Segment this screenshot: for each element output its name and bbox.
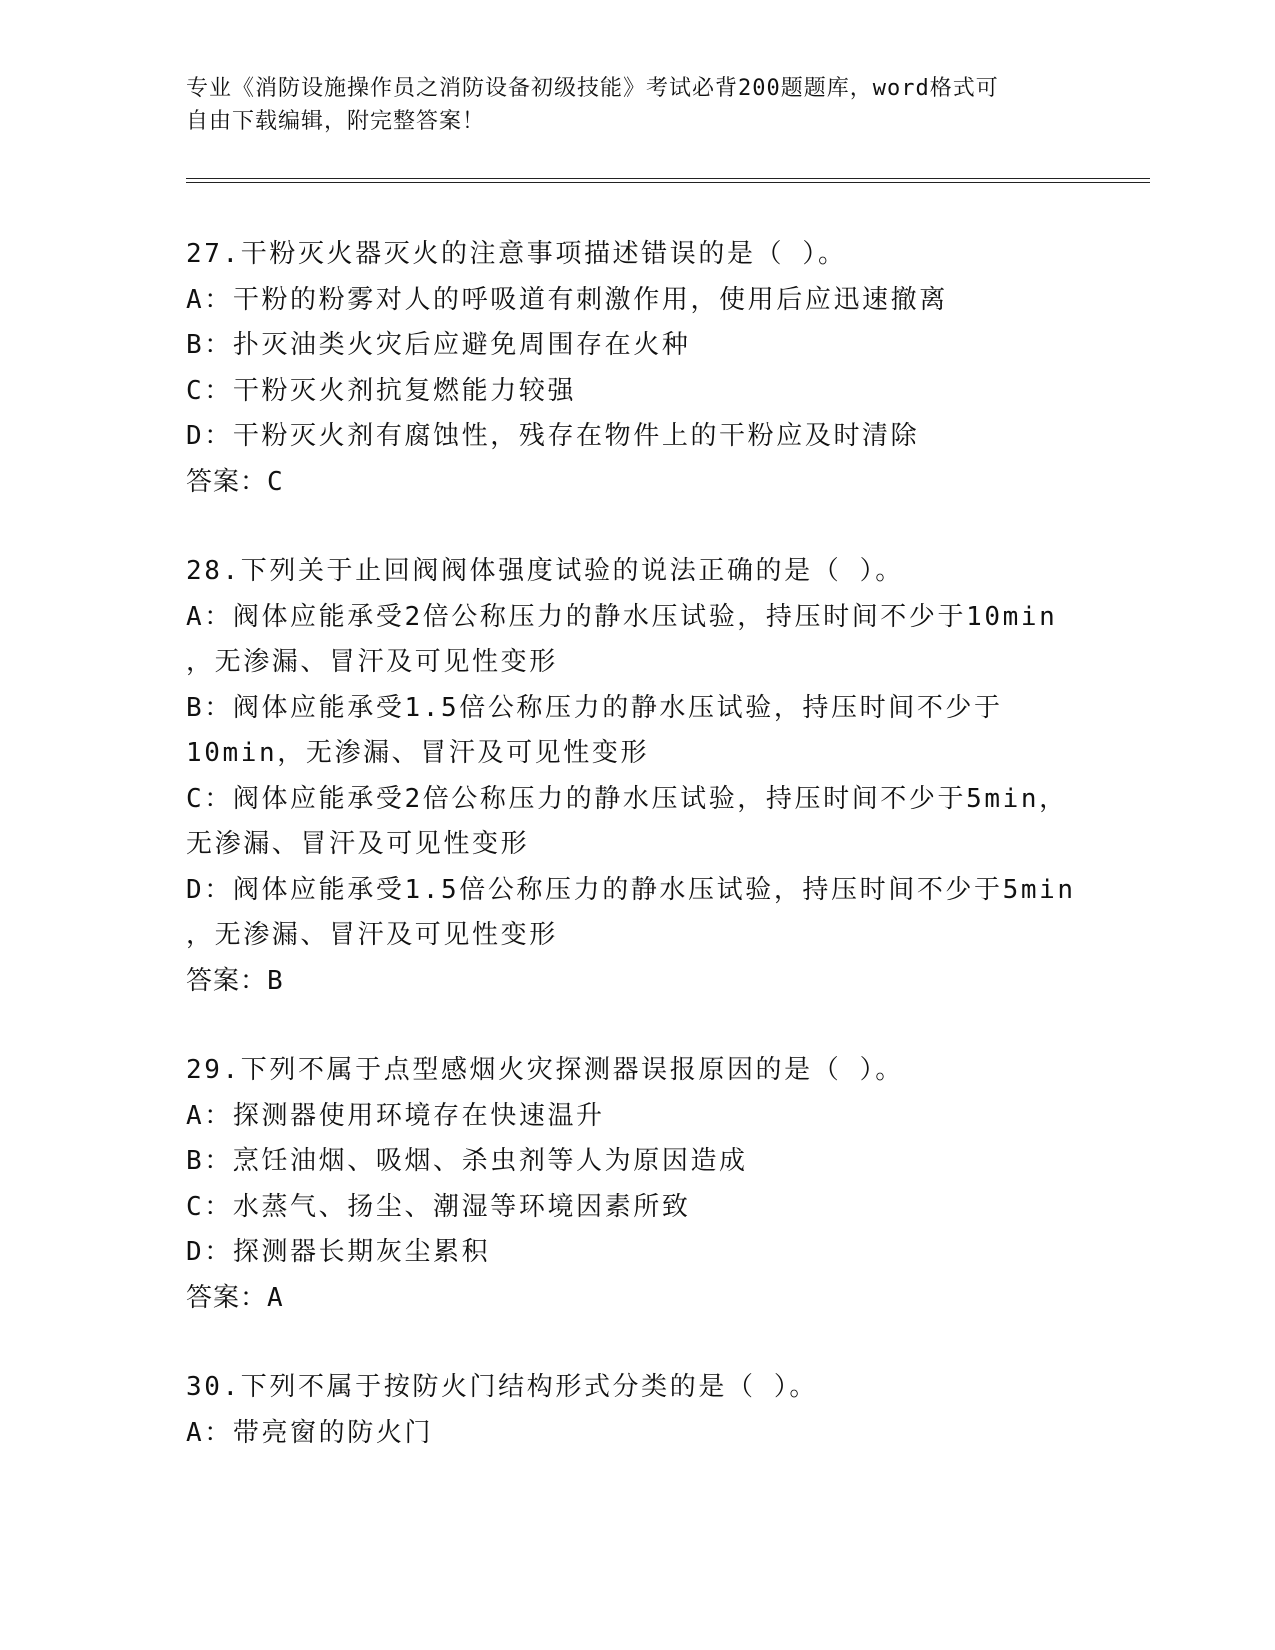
question-title: 29.下列不属于点型感烟火灾探测器误报原因的是（ ）。	[186, 1055, 904, 1085]
option-c-line-1: C：阀体应能承受2倍公称压力的静水压试验，持压时间不少于5min，	[186, 783, 1068, 814]
question-29	[186, 1048, 1106, 1321]
option-b: B：烹饪油烟、吸烟、杀虫剂等人为原因造成	[186, 1146, 748, 1176]
option-a: A：带亮窗的防火门	[186, 1417, 434, 1448]
option-c: C：干粉灭火剂抗复燃能力较强	[186, 375, 577, 406]
answer: 答案：C	[186, 466, 284, 497]
option-b-line-1: B：阀体应能承受1.5倍公称压力的静水压试验，持压时间不少于	[186, 692, 1003, 723]
question-title: 27.干粉灭火器灭火的注意事项描述错误的是（ ）。	[186, 239, 847, 269]
header-divider-top	[186, 178, 1150, 179]
option-d-line-2: ，无渗漏、冒汗及可见性变形	[186, 920, 558, 950]
header-line-1: 专业《消防设施操作员之消防设备初级技能》考试必背200题题库，word格式可	[186, 76, 999, 101]
document-header	[186, 72, 1066, 138]
option-d: D：干粉灭火剂有腐蚀性，残存在物件上的干粉应及时清除	[186, 421, 920, 451]
question-30	[186, 1365, 1106, 1456]
option-d: D：探测器长期灰尘累积	[186, 1237, 491, 1267]
header-divider-bottom	[186, 182, 1150, 183]
question-title: 28.下列关于止回阀阀体强度试验的说法正确的是（ ）。	[186, 556, 904, 586]
option-a: A：探测器使用环境存在快速温升	[186, 1100, 605, 1131]
question-28	[186, 549, 1106, 1004]
option-a-line-2: ，无渗漏、冒汗及可见性变形	[186, 647, 558, 677]
header-line-2: 自由下载编辑，附完整答案！	[186, 109, 486, 134]
option-b: B：扑灭油类火灾后应避免周围存在火种	[186, 330, 691, 360]
option-d-line-1: D：阀体应能承受1.5倍公称压力的静水压试验，持压时间不少于5min	[186, 874, 1076, 905]
answer: 答案：A	[186, 1282, 284, 1313]
question-title: 30.下列不属于按防火门结构形式分类的是（ ）。	[186, 1372, 819, 1402]
option-c-line-2: 无渗漏、冒汗及可见性变形	[186, 829, 530, 859]
option-a-line-1: A：阀体应能承受2倍公称压力的静水压试验，持压时间不少于10min	[186, 601, 1058, 632]
question-list	[186, 232, 1106, 1500]
option-c: C：水蒸气、扬尘、潮湿等环境因素所致	[186, 1191, 691, 1222]
option-a: A：干粉的粉雾对人的呼吸道有刺激作用，使用后应迅速撤离	[186, 284, 948, 315]
question-27	[186, 232, 1106, 505]
answer: 答案：B	[186, 965, 284, 996]
option-b-line-2: 10min，无渗漏、冒汗及可见性变形	[186, 738, 650, 768]
